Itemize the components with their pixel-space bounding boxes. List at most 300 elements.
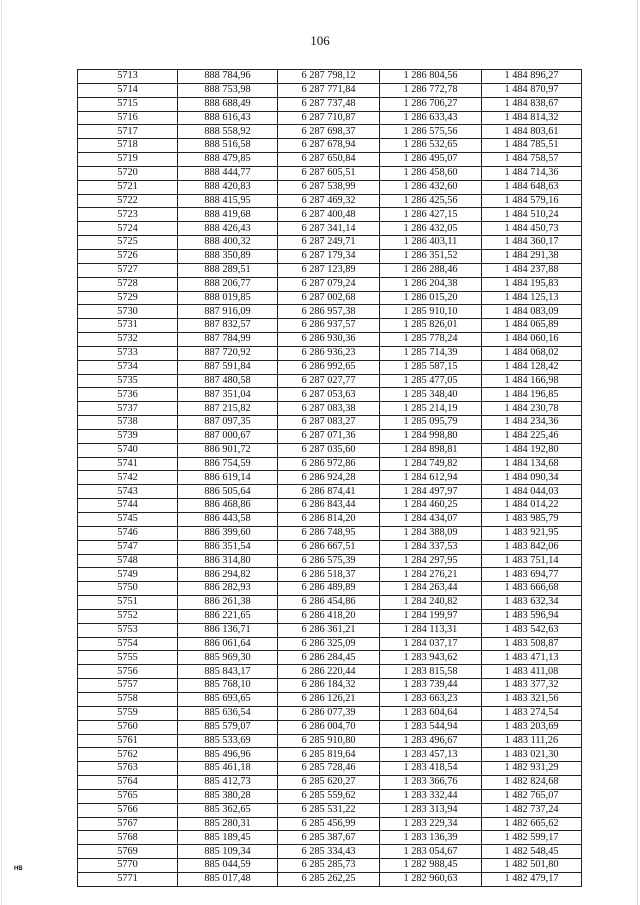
value-d-cell: 1 484 065,89: [482, 319, 582, 333]
value-b-cell: 6 287 079,24: [278, 277, 380, 291]
value-c-cell: 1 283 604,64: [380, 706, 482, 720]
value-b-cell: 6 286 924,28: [278, 471, 380, 485]
value-b-cell: 6 285 531,22: [278, 803, 380, 817]
table-row: [78, 333, 582, 347]
value-b-cell: 6 286 518,37: [278, 568, 380, 582]
point-number-cell: 5739: [78, 429, 178, 443]
value-a-cell: 888 206,77: [178, 277, 278, 291]
value-c-cell: 1 286 015,20: [380, 291, 482, 305]
table-row: [78, 859, 582, 873]
value-a-cell: 885 533,69: [178, 734, 278, 748]
value-c-cell: 1 285 095,79: [380, 416, 482, 430]
value-a-cell: 885 380,28: [178, 789, 278, 803]
value-c-cell: 1 284 337,53: [380, 540, 482, 554]
value-c-cell: 1 283 663,23: [380, 692, 482, 706]
point-number-cell: 5755: [78, 651, 178, 665]
value-d-cell: 1 484 225,46: [482, 429, 582, 443]
point-number-cell: 5746: [78, 526, 178, 540]
table-row: [78, 623, 582, 637]
value-b-cell: 6 285 728,46: [278, 762, 380, 776]
value-d-cell: 1 483 377,32: [482, 679, 582, 693]
value-a-cell: 888 420,83: [178, 180, 278, 194]
value-a-cell: 886 901,72: [178, 443, 278, 457]
value-b-cell: 6 287 179,34: [278, 249, 380, 263]
value-c-cell: 1 285 714,39: [380, 346, 482, 360]
value-c-cell: 1 286 427,15: [380, 208, 482, 222]
value-d-cell: 1 484 450,73: [482, 222, 582, 236]
value-c-cell: 1 286 772,78: [380, 83, 482, 97]
point-number-cell: 5717: [78, 125, 178, 139]
value-d-cell: 1 484 291,38: [482, 249, 582, 263]
point-number-cell: 5768: [78, 831, 178, 845]
value-b-cell: 6 287 027,77: [278, 374, 380, 388]
value-d-cell: 1 484 044,03: [482, 485, 582, 499]
table-row: [78, 249, 582, 263]
value-c-cell: 1 283 943,62: [380, 651, 482, 665]
table-row: [78, 513, 582, 527]
value-c-cell: 1 283 332,44: [380, 789, 482, 803]
table-row: [78, 692, 582, 706]
value-c-cell: 1 284 037,17: [380, 637, 482, 651]
scan-edge-right: [637, 0, 638, 905]
value-d-cell: 1 484 785,51: [482, 139, 582, 153]
value-d-cell: 1 484 166,98: [482, 374, 582, 388]
value-b-cell: 6 285 456,99: [278, 817, 380, 831]
table-row: [78, 139, 582, 153]
value-d-cell: 1 484 128,42: [482, 360, 582, 374]
value-b-cell: 6 287 650,84: [278, 153, 380, 167]
point-number-cell: 5743: [78, 485, 178, 499]
value-a-cell: 886 443,58: [178, 513, 278, 527]
value-a-cell: 885 044,59: [178, 859, 278, 873]
value-a-cell: 888 516,58: [178, 139, 278, 153]
value-c-cell: 1 286 432,60: [380, 180, 482, 194]
point-number-cell: 5723: [78, 208, 178, 222]
value-d-cell: 1 483 471,13: [482, 651, 582, 665]
point-number-cell: 5759: [78, 706, 178, 720]
table-row: [78, 831, 582, 845]
value-c-cell: 1 285 778,24: [380, 333, 482, 347]
value-b-cell: 6 287 083,27: [278, 416, 380, 430]
value-c-cell: 1 286 575,56: [380, 125, 482, 139]
value-c-cell: 1 283 366,76: [380, 776, 482, 790]
table-body: [78, 70, 582, 887]
table-row: [78, 596, 582, 610]
value-b-cell: 6 286 220,44: [278, 665, 380, 679]
value-d-cell: 1 484 510,24: [482, 208, 582, 222]
value-d-cell: 1 482 931,29: [482, 762, 582, 776]
value-d-cell: 1 483 666,68: [482, 582, 582, 596]
value-c-cell: 1 284 749,82: [380, 457, 482, 471]
value-c-cell: 1 285 214,19: [380, 402, 482, 416]
table-row: [78, 360, 582, 374]
value-d-cell: 1 483 321,56: [482, 692, 582, 706]
point-number-cell: 5748: [78, 554, 178, 568]
value-b-cell: 6 285 620,27: [278, 776, 380, 790]
point-number-cell: 5733: [78, 346, 178, 360]
value-d-cell: 1 484 870,97: [482, 83, 582, 97]
value-c-cell: 1 284 612,94: [380, 471, 482, 485]
value-c-cell: 1 286 458,60: [380, 166, 482, 180]
point-number-cell: 5770: [78, 859, 178, 873]
value-b-cell: 6 287 123,89: [278, 263, 380, 277]
value-c-cell: 1 283 229,34: [380, 817, 482, 831]
value-a-cell: 887 351,04: [178, 388, 278, 402]
value-d-cell: 1 484 714,36: [482, 166, 582, 180]
value-d-cell: 1 483 694,77: [482, 568, 582, 582]
value-d-cell: 1 483 842,06: [482, 540, 582, 554]
table-row: [78, 277, 582, 291]
value-c-cell: 1 284 460,25: [380, 499, 482, 513]
value-b-cell: 6 286 992,65: [278, 360, 380, 374]
point-number-cell: 5749: [78, 568, 178, 582]
table-row: [78, 194, 582, 208]
value-a-cell: 887 000,67: [178, 429, 278, 443]
point-number-cell: 5727: [78, 263, 178, 277]
point-number-cell: 5730: [78, 305, 178, 319]
point-number-cell: 5753: [78, 623, 178, 637]
value-b-cell: 6 285 285,73: [278, 859, 380, 873]
table-row: [78, 720, 582, 734]
value-b-cell: 6 286 843,44: [278, 499, 380, 513]
table-row: [78, 526, 582, 540]
value-b-cell: 6 287 053,63: [278, 388, 380, 402]
value-c-cell: 1 284 434,07: [380, 513, 482, 527]
value-a-cell: 887 784,99: [178, 333, 278, 347]
point-number-cell: 5757: [78, 679, 178, 693]
value-a-cell: 885 693,65: [178, 692, 278, 706]
value-d-cell: 1 483 632,34: [482, 596, 582, 610]
table-row: [78, 429, 582, 443]
value-d-cell: 1 484 134,68: [482, 457, 582, 471]
value-c-cell: 1 284 263,44: [380, 582, 482, 596]
value-a-cell: 887 591,84: [178, 360, 278, 374]
value-b-cell: 6 287 698,37: [278, 125, 380, 139]
value-b-cell: 6 287 035,60: [278, 443, 380, 457]
table-row: [78, 706, 582, 720]
value-d-cell: 1 483 111,26: [482, 734, 582, 748]
value-b-cell: 6 287 538,99: [278, 180, 380, 194]
table-row: [78, 402, 582, 416]
value-a-cell: 886 399,60: [178, 526, 278, 540]
table-row: [78, 845, 582, 859]
point-number-cell: 5729: [78, 291, 178, 305]
value-a-cell: 888 616,43: [178, 111, 278, 125]
value-d-cell: 1 482 501,80: [482, 859, 582, 873]
value-b-cell: 6 286 930,36: [278, 333, 380, 347]
point-number-cell: 5734: [78, 360, 178, 374]
value-a-cell: 887 832,57: [178, 319, 278, 333]
point-number-cell: 5715: [78, 97, 178, 111]
table-row: [78, 305, 582, 319]
table-row: [78, 388, 582, 402]
table-row: [78, 457, 582, 471]
table-row: [78, 153, 582, 167]
value-b-cell: 6 287 771,84: [278, 83, 380, 97]
table-row: [78, 554, 582, 568]
table-row: [78, 291, 582, 305]
value-b-cell: 6 287 678,94: [278, 139, 380, 153]
table-row: [78, 443, 582, 457]
point-number-cell: 5742: [78, 471, 178, 485]
value-c-cell: 1 283 054,67: [380, 845, 482, 859]
value-a-cell: 886 061,64: [178, 637, 278, 651]
value-d-cell: 1 484 192,80: [482, 443, 582, 457]
value-d-cell: 1 482 479,17: [482, 872, 582, 886]
value-c-cell: 1 285 477,05: [380, 374, 482, 388]
value-d-cell: 1 482 765,07: [482, 789, 582, 803]
value-b-cell: 6 287 071,36: [278, 429, 380, 443]
value-d-cell: 1 484 579,16: [482, 194, 582, 208]
table-row: [78, 748, 582, 762]
value-b-cell: 6 287 400,48: [278, 208, 380, 222]
value-c-cell: 1 284 388,09: [380, 526, 482, 540]
value-c-cell: 1 286 204,38: [380, 277, 482, 291]
point-number-cell: 5716: [78, 111, 178, 125]
value-a-cell: 885 969,30: [178, 651, 278, 665]
table-row: [78, 582, 582, 596]
value-b-cell: 6 287 737,48: [278, 97, 380, 111]
value-a-cell: 885 579,07: [178, 720, 278, 734]
value-d-cell: 1 483 542,63: [482, 623, 582, 637]
value-b-cell: 6 286 667,51: [278, 540, 380, 554]
table-row: [78, 70, 582, 84]
value-d-cell: 1 484 648,63: [482, 180, 582, 194]
value-a-cell: 885 017,48: [178, 872, 278, 886]
table-row: [78, 776, 582, 790]
value-c-cell: 1 284 276,21: [380, 568, 482, 582]
value-a-cell: 885 412,73: [178, 776, 278, 790]
value-c-cell: 1 283 418,54: [380, 762, 482, 776]
value-d-cell: 1 483 921,95: [482, 526, 582, 540]
value-c-cell: 1 284 497,97: [380, 485, 482, 499]
value-a-cell: 886 221,65: [178, 609, 278, 623]
value-a-cell: 886 294,82: [178, 568, 278, 582]
value-b-cell: 6 285 387,67: [278, 831, 380, 845]
point-number-cell: 5763: [78, 762, 178, 776]
value-d-cell: 1 484 803,61: [482, 125, 582, 139]
value-d-cell: 1 484 234,36: [482, 416, 582, 430]
value-a-cell: 888 688,49: [178, 97, 278, 111]
point-number-cell: 5765: [78, 789, 178, 803]
point-number-cell: 5744: [78, 499, 178, 513]
point-number-cell: 5762: [78, 748, 178, 762]
value-a-cell: 885 189,45: [178, 831, 278, 845]
value-a-cell: 885 362,65: [178, 803, 278, 817]
table-row: [78, 803, 582, 817]
table-row: [78, 499, 582, 513]
point-number-cell: 5726: [78, 249, 178, 263]
table-row: [78, 762, 582, 776]
value-d-cell: 1 484 237,88: [482, 263, 582, 277]
value-d-cell: 1 484 814,32: [482, 111, 582, 125]
value-a-cell: 886 261,38: [178, 596, 278, 610]
value-d-cell: 1 484 838,67: [482, 97, 582, 111]
table-row: [78, 651, 582, 665]
table-row: [78, 568, 582, 582]
value-b-cell: 6 287 469,32: [278, 194, 380, 208]
value-b-cell: 6 286 361,21: [278, 623, 380, 637]
value-d-cell: 1 484 014,22: [482, 499, 582, 513]
value-a-cell: 888 289,51: [178, 263, 278, 277]
value-b-cell: 6 285 559,62: [278, 789, 380, 803]
value-b-cell: 6 286 874,41: [278, 485, 380, 499]
point-number-cell: 5725: [78, 236, 178, 250]
value-c-cell: 1 286 633,43: [380, 111, 482, 125]
value-c-cell: 1 286 804,56: [380, 70, 482, 84]
value-a-cell: 888 479,85: [178, 153, 278, 167]
value-a-cell: 886 505,64: [178, 485, 278, 499]
value-c-cell: 1 284 240,82: [380, 596, 482, 610]
table-row: [78, 97, 582, 111]
value-a-cell: 885 109,34: [178, 845, 278, 859]
value-a-cell: 888 400,32: [178, 236, 278, 250]
table-row: [78, 416, 582, 430]
value-d-cell: 1 484 360,17: [482, 236, 582, 250]
value-a-cell: 888 753,98: [178, 83, 278, 97]
value-b-cell: 6 287 710,87: [278, 111, 380, 125]
point-number-cell: 5735: [78, 374, 178, 388]
value-b-cell: 6 286 936,23: [278, 346, 380, 360]
value-c-cell: 1 282 988,45: [380, 859, 482, 873]
value-a-cell: 886 136,71: [178, 623, 278, 637]
point-number-cell: 5740: [78, 443, 178, 457]
value-d-cell: 1 483 985,79: [482, 513, 582, 527]
value-b-cell: 6 286 126,21: [278, 692, 380, 706]
point-number-cell: 5719: [78, 153, 178, 167]
point-number-cell: 5766: [78, 803, 178, 817]
table-row: [78, 263, 582, 277]
value-d-cell: 1 484 196,85: [482, 388, 582, 402]
point-number-cell: 5760: [78, 720, 178, 734]
point-number-cell: 5714: [78, 83, 178, 97]
value-a-cell: 888 444,77: [178, 166, 278, 180]
value-a-cell: 887 720,92: [178, 346, 278, 360]
point-number-cell: 5750: [78, 582, 178, 596]
table-row: [78, 679, 582, 693]
point-number-cell: 5745: [78, 513, 178, 527]
value-b-cell: 6 285 262,25: [278, 872, 380, 886]
value-c-cell: 1 283 496,67: [380, 734, 482, 748]
value-b-cell: 6 286 454,86: [278, 596, 380, 610]
value-c-cell: 1 286 351,52: [380, 249, 482, 263]
point-number-cell: 5724: [78, 222, 178, 236]
value-b-cell: 6 286 957,38: [278, 305, 380, 319]
value-d-cell: 1 484 230,78: [482, 402, 582, 416]
value-c-cell: 1 282 960,63: [380, 872, 482, 886]
value-a-cell: 888 415,95: [178, 194, 278, 208]
value-c-cell: 1 286 403,11: [380, 236, 482, 250]
table-row: [78, 872, 582, 886]
point-number-cell: 5751: [78, 596, 178, 610]
value-c-cell: 1 286 432,05: [380, 222, 482, 236]
value-a-cell: 888 558,92: [178, 125, 278, 139]
value-d-cell: 1 482 599,17: [482, 831, 582, 845]
value-b-cell: 6 287 341,14: [278, 222, 380, 236]
value-c-cell: 1 283 313,94: [380, 803, 482, 817]
point-number-cell: 5756: [78, 665, 178, 679]
value-d-cell: 1 482 665,62: [482, 817, 582, 831]
value-d-cell: 1 484 083,09: [482, 305, 582, 319]
value-c-cell: 1 286 288,46: [380, 263, 482, 277]
value-c-cell: 1 284 199,97: [380, 609, 482, 623]
value-a-cell: 885 496,96: [178, 748, 278, 762]
table-row: [78, 166, 582, 180]
point-number-cell: 5758: [78, 692, 178, 706]
point-number-cell: 5732: [78, 333, 178, 347]
value-a-cell: 886 619,14: [178, 471, 278, 485]
value-c-cell: 1 284 297,95: [380, 554, 482, 568]
point-number-cell: 5769: [78, 845, 178, 859]
value-c-cell: 1 283 544,94: [380, 720, 482, 734]
value-d-cell: 1 482 548,45: [482, 845, 582, 859]
table-row: [78, 734, 582, 748]
point-number-cell: 5754: [78, 637, 178, 651]
table-row: [78, 471, 582, 485]
point-number-cell: 5761: [78, 734, 178, 748]
value-d-cell: 1 483 274,54: [482, 706, 582, 720]
value-d-cell: 1 484 758,57: [482, 153, 582, 167]
value-c-cell: 1 283 136,39: [380, 831, 482, 845]
footer-mark: НВ: [14, 866, 23, 872]
value-b-cell: 6 286 004,70: [278, 720, 380, 734]
value-a-cell: 887 916,09: [178, 305, 278, 319]
value-c-cell: 1 285 910,10: [380, 305, 482, 319]
value-b-cell: 6 285 819,64: [278, 748, 380, 762]
value-a-cell: 885 843,17: [178, 665, 278, 679]
table-row: [78, 609, 582, 623]
value-d-cell: 1 483 203,69: [482, 720, 582, 734]
value-c-cell: 1 286 495,07: [380, 153, 482, 167]
table-row: [78, 222, 582, 236]
value-b-cell: 6 287 002,68: [278, 291, 380, 305]
value-a-cell: 888 784,96: [178, 70, 278, 84]
value-b-cell: 6 286 284,45: [278, 651, 380, 665]
value-a-cell: 888 419,68: [178, 208, 278, 222]
value-c-cell: 1 286 532,65: [380, 139, 482, 153]
value-c-cell: 1 284 113,31: [380, 623, 482, 637]
value-b-cell: 6 286 937,57: [278, 319, 380, 333]
point-number-cell: 5713: [78, 70, 178, 84]
point-number-cell: 5738: [78, 416, 178, 430]
table-row: [78, 789, 582, 803]
table-row: [78, 180, 582, 194]
table-row: [78, 208, 582, 222]
value-c-cell: 1 286 425,56: [380, 194, 482, 208]
value-c-cell: 1 283 815,58: [380, 665, 482, 679]
point-number-cell: 5741: [78, 457, 178, 471]
point-number-cell: 5721: [78, 180, 178, 194]
value-b-cell: 6 286 184,32: [278, 679, 380, 693]
value-d-cell: 1 484 195,83: [482, 277, 582, 291]
value-a-cell: 888 019,85: [178, 291, 278, 305]
coordinates-table: [77, 69, 582, 887]
table-row: [78, 111, 582, 125]
value-c-cell: 1 285 826,01: [380, 319, 482, 333]
value-c-cell: 1 283 739,44: [380, 679, 482, 693]
value-b-cell: 6 286 077,39: [278, 706, 380, 720]
value-b-cell: 6 286 325,09: [278, 637, 380, 651]
value-b-cell: 6 287 798,12: [278, 70, 380, 84]
value-d-cell: 1 482 824,68: [482, 776, 582, 790]
value-d-cell: 1 483 596,94: [482, 609, 582, 623]
page-number: 106: [310, 33, 330, 48]
scan-edge-left: [1, 0, 2, 905]
value-d-cell: 1 483 411,08: [482, 665, 582, 679]
point-number-cell: 5720: [78, 166, 178, 180]
value-a-cell: 886 468,86: [178, 499, 278, 513]
value-d-cell: 1 484 125,13: [482, 291, 582, 305]
